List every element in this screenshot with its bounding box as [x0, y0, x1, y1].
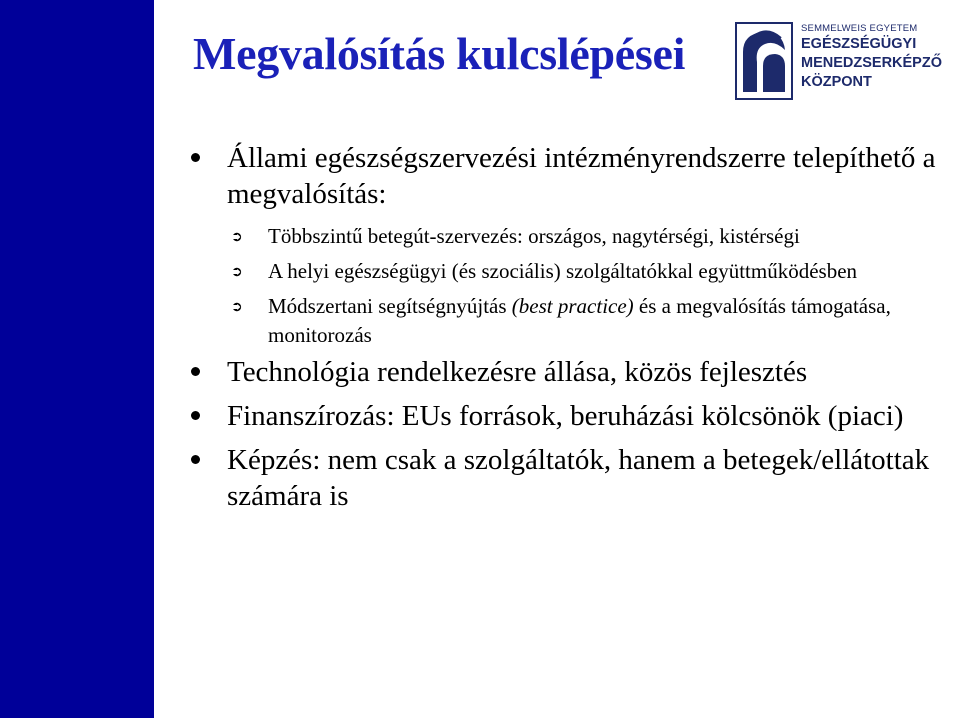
sub-bullet-text-after: és a megvalósítás támogatása, monitorozás — [268, 294, 891, 347]
bullet-item — [183, 140, 943, 212]
sidebar-band — [0, 0, 154, 718]
bullet-dot-icon — [191, 455, 200, 464]
sub-bullet-item — [183, 257, 943, 286]
logo-line-egeszsegugyi: EGÉSZSÉGÜGYI — [801, 36, 917, 52]
logo-line-menedzserkepzo: MENEDZSERKÉPZŐ — [801, 55, 942, 71]
semmelweis-logo — [735, 22, 955, 102]
sub-bullet-text: A helyi egészségügyi (és szociális) szolgáltatókkal együttműködésben — [268, 259, 858, 283]
bullet-text: Képzés: nem csak a szolgáltatók, hanem a betegek/ellátottak számára is — [227, 444, 930, 512]
bullet-text: Finanszírozás: EUs források, beruházási kölcsönök (piaci) — [227, 400, 904, 432]
sub-bullet-italic: (best practice) — [511, 294, 634, 318]
sub-bullet-item — [183, 292, 943, 350]
sub-bullet-item — [183, 222, 943, 251]
logo-line-kozpont: KÖZPONT — [801, 74, 872, 90]
logo-emblem-icon — [735, 22, 793, 100]
slide-title: Megvalósítás kulcslépései — [193, 28, 686, 79]
bullet-dot-icon — [191, 367, 200, 376]
sub-bullet-text: Többszintű betegút-szervezés: országos, nagytérségi, kistérségi — [268, 224, 800, 248]
bullet-item — [183, 354, 943, 390]
bullet-list — [183, 140, 943, 514]
curved-arrow-icon: ➲ — [231, 229, 243, 245]
bullet-text: Állami egészségszervezési intézményrendszerre telepíthető a megvalósítás: — [227, 142, 936, 210]
bullet-item — [183, 398, 943, 434]
bullet-dot-icon — [191, 411, 200, 420]
bullet-text: Technológia rendelkezésre állása, közös fejlesztés — [227, 356, 808, 388]
sub-bullet-text-before: Módszertani segítségnyújtás — [268, 294, 512, 318]
curved-arrow-icon: ➲ — [231, 299, 243, 315]
bullet-item — [183, 442, 943, 514]
curved-arrow-icon: ➲ — [231, 264, 243, 280]
bullet-dot-icon — [191, 153, 200, 162]
logo-university-name: SEMMELWEIS EGYETEM — [801, 23, 918, 34]
